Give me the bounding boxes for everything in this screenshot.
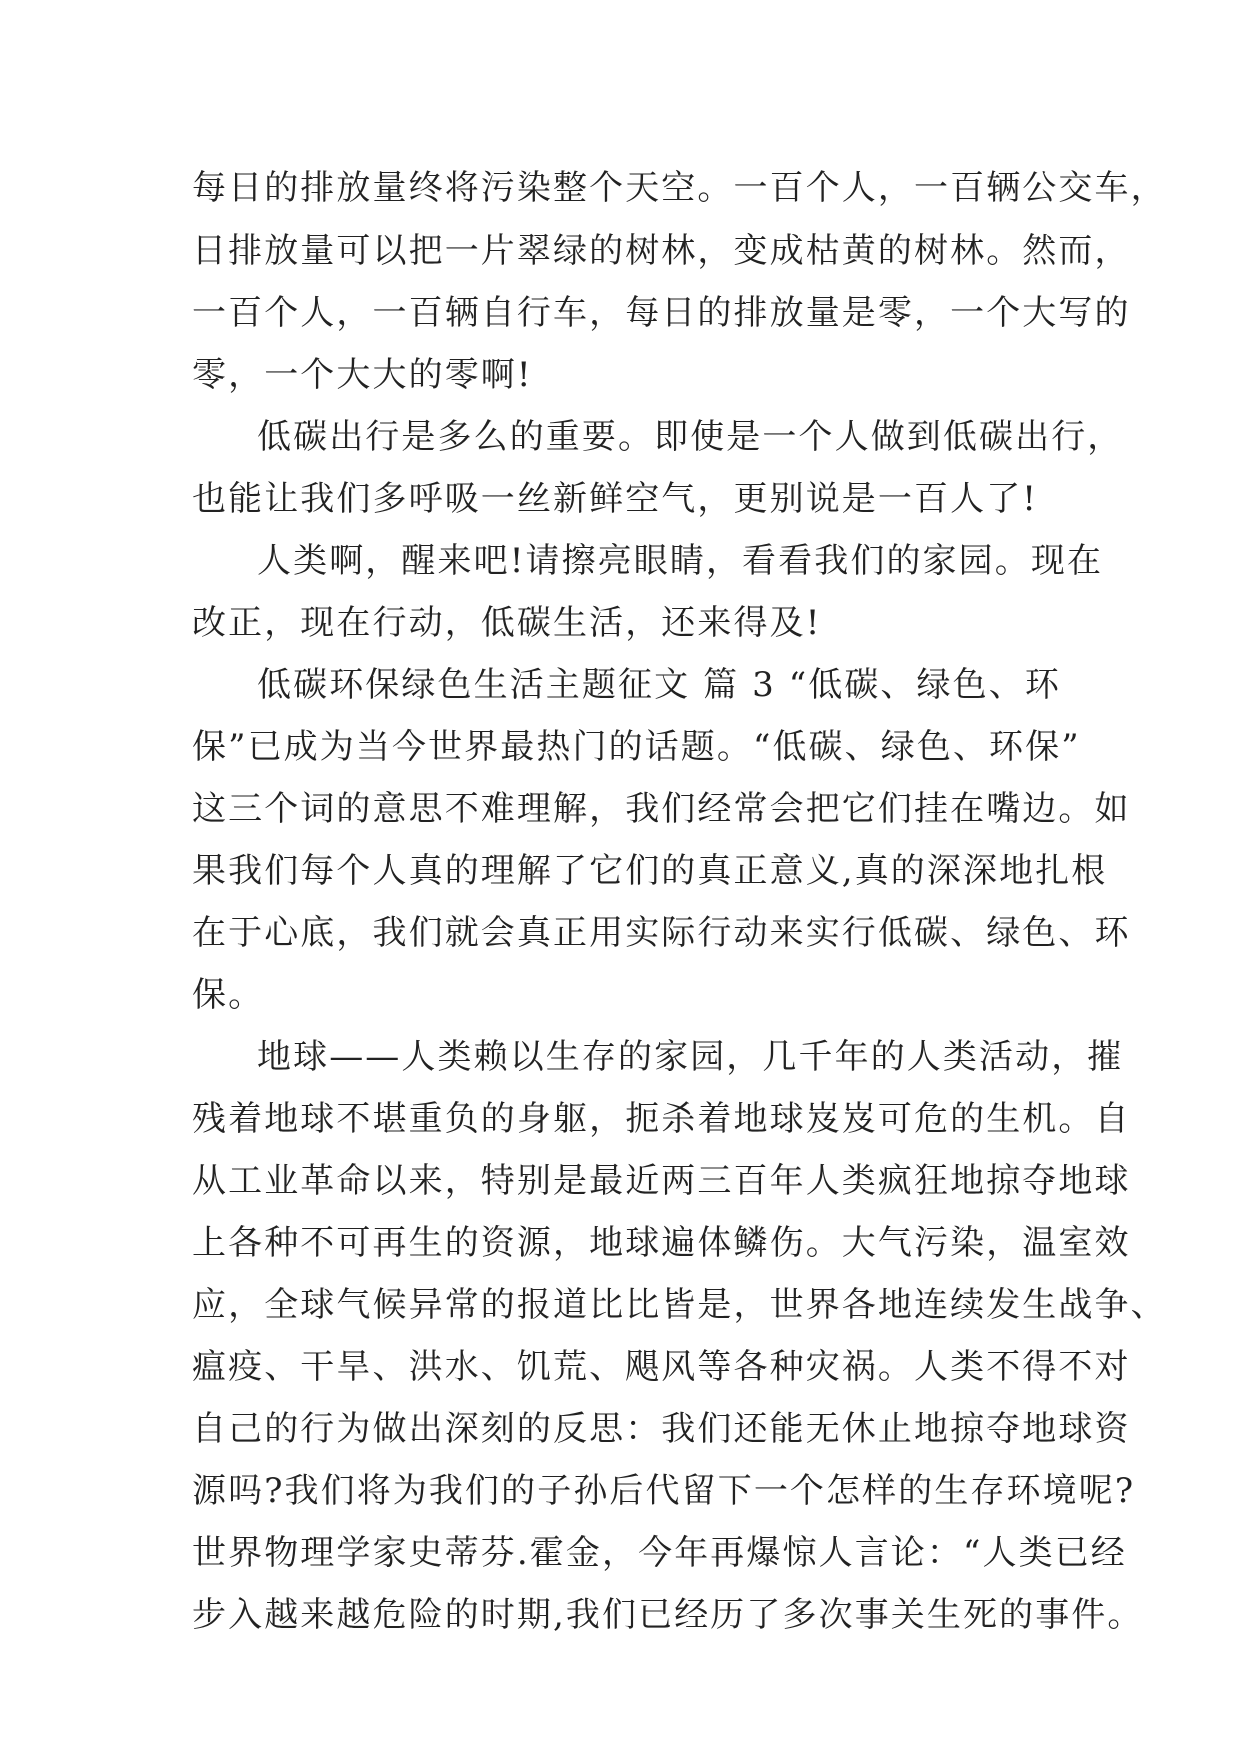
text-line: 上各种不可再生的资源，地球遍体鳞伤。大气污染，温室效 xyxy=(192,1223,1131,1263)
text-line: 步入越来越危险的时期,我们已经历了多次事关生死的事件。 xyxy=(192,1595,1144,1635)
text-line: 日排放量可以把一片翠绿的树林，变成枯黄的树林。然而， xyxy=(192,231,1131,271)
text-line: 保。 xyxy=(192,975,265,1015)
paragraph-first-line: 低碳出行是多么的重要。即使是一个人做到低碳出行， xyxy=(257,417,1124,457)
paragraph-first-line: 地球——人类赖以生存的家园，几千年的人类活动，摧 xyxy=(257,1037,1124,1077)
text-line: 在于心底，我们就会真正用实际行动来实行低碳、绿色、环 xyxy=(192,913,1131,953)
text-line: 保”已成为当今世界最热门的话题。“低碳、绿色、环保” xyxy=(192,727,1081,767)
paragraph-first-line: 人类啊，醒来吧!请擦亮眼睛，看看我们的家园。现在 xyxy=(257,541,1104,581)
text-line: 果我们每个人真的理解了它们的真正意义,真的深深地扎根 xyxy=(192,851,1108,891)
text-line: 应，全球气候异常的报道比比皆是，世界各地连续发生战争、 xyxy=(192,1285,1167,1325)
text-line: 改正，现在行动，低碳生活，还来得及! xyxy=(192,603,822,643)
text-line: 每日的排放量终将污染整个天空。一百个人，一百辆公交车， xyxy=(192,168,1167,208)
text-line: 自己的行为做出深刻的反思：我们还能无休止地掠夺地球资 xyxy=(192,1409,1131,1449)
section-heading-line: 低碳环保绿色生活主题征文 篇 3 “低碳、绿色、环 xyxy=(257,665,1061,705)
text-line: 也能让我们多呼吸一丝新鲜空气，更别说是一百人了! xyxy=(192,479,1039,519)
text-line: 世界物理学家史蒂芬.霍金，今年再爆惊人言论：“人类已经 xyxy=(192,1533,1127,1573)
text-line: 一百个人，一百辆自行车，每日的排放量是零，一个大写的 xyxy=(192,293,1131,333)
text-line: 瘟疫、干旱、洪水、饥荒、飓风等各种灾祸。人类不得不对 xyxy=(192,1347,1131,1387)
text-line: 零，一个大大的零啊! xyxy=(192,355,533,395)
text-line: 这三个词的意思不难理解，我们经常会把它们挂在嘴边。如 xyxy=(192,789,1131,829)
text-line: 源吗?我们将为我们的子孙后代留下一个怎样的生存环境呢? xyxy=(192,1471,1136,1511)
text-line: 从工业革命以来，特别是最近两三百年人类疯狂地掠夺地球 xyxy=(192,1161,1131,1201)
text-line: 残着地球不堪重负的身躯，扼杀着地球岌岌可危的生机。自 xyxy=(192,1099,1131,1139)
